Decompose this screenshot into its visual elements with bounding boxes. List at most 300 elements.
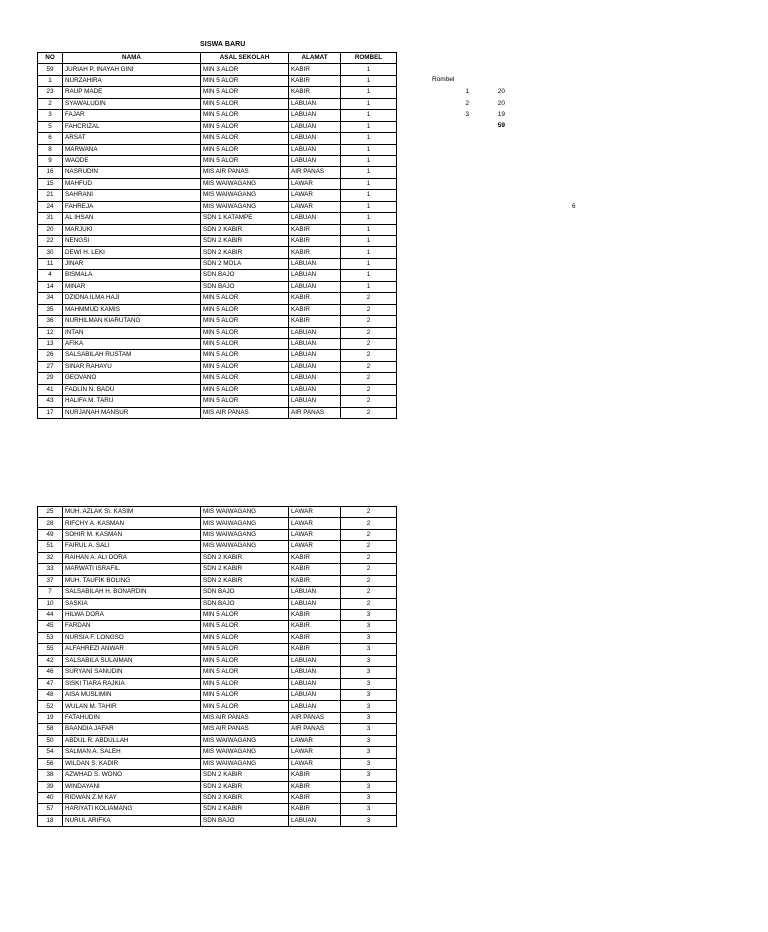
cell-rombel: 3 (341, 678, 397, 689)
cell-nama: JURIAH P. INAYAH GINI (63, 64, 201, 75)
cell-alamat: LABUAN (289, 373, 341, 384)
cell-alamat: LABUAN (289, 338, 341, 349)
cell-rombel: 3 (341, 632, 397, 643)
cell-no: 47 (38, 678, 63, 689)
cell-asal-sekolah: MIS WAIWAGANG (201, 507, 289, 518)
cell-nama: SINAR RAHAYU (63, 361, 201, 372)
header-asal-sekolah: ASAL SEKOLAH (201, 53, 289, 64)
cell-rombel: 1 (341, 281, 397, 292)
cell-no: 57 (38, 804, 63, 815)
cell-alamat: LAWAR (289, 735, 341, 746)
table-row (38, 735, 397, 746)
cell-alamat: LAWAR (289, 178, 341, 189)
cell-no: 40 (38, 792, 63, 803)
cell-nama: WAODE (63, 155, 201, 166)
cell-rombel: 2 (341, 361, 397, 372)
cell-rombel: 2 (341, 396, 397, 407)
cell-nama: MINAR (63, 281, 201, 292)
cell-alamat: LABUAN (289, 396, 341, 407)
cell-nama: DZIDNA ILMA HAJI (63, 293, 201, 304)
cell-asal-sekolah: MIN 5 ALOR (201, 701, 289, 712)
cell-no: 12 (38, 327, 63, 338)
cell-nama: FAIRUL A. SALI (63, 541, 201, 552)
cell-alamat: LABUAN (289, 155, 341, 166)
cell-alamat: KABIR (289, 293, 341, 304)
cell-alamat: KABIR (289, 316, 341, 327)
cell-alamat: LABUAN (289, 384, 341, 395)
cell-alamat: KABIR (289, 75, 341, 86)
cell-alamat: LABUAN (289, 678, 341, 689)
cell-asal-sekolah: MIN 5 ALOR (201, 110, 289, 121)
cell-nama: ALFAHREZI ANWAR (63, 644, 201, 655)
cell-alamat: LABUAN (289, 258, 341, 269)
cell-asal-sekolah: MIN 5 ALOR (201, 644, 289, 655)
rombel-summary-total: 59 (497, 122, 505, 129)
cell-alamat: LABUAN (289, 327, 341, 338)
header-nama: NAMA (63, 53, 201, 64)
cell-nama: SAHRANI (63, 190, 201, 201)
cell-nama: WINDAYANI (63, 781, 201, 792)
cell-alamat: AIR PANAS (289, 724, 341, 735)
cell-alamat: LABUAN (289, 110, 341, 121)
cell-nama: SALSABILA SULAIMAN (63, 655, 201, 666)
table-row (38, 690, 397, 701)
table-row (38, 144, 397, 155)
cell-alamat: KABIR (289, 609, 341, 620)
cell-rombel: 3 (341, 770, 397, 781)
cell-no: 29 (38, 373, 63, 384)
table-row (38, 770, 397, 781)
cell-alamat: LABUAN (289, 361, 341, 372)
cell-asal-sekolah: SDN BAJO (201, 587, 289, 598)
cell-asal-sekolah: MIN 5 ALOR (201, 384, 289, 395)
table-row (38, 396, 397, 407)
cell-nama: MUH. AZLAK S\. KASIM (63, 507, 201, 518)
table-row (38, 236, 397, 247)
cell-no: 38 (38, 770, 63, 781)
cell-asal-sekolah: SDN BAJO (201, 281, 289, 292)
cell-rombel: 1 (341, 110, 397, 121)
cell-rombel: 2 (341, 304, 397, 315)
table-row (38, 224, 397, 235)
cell-alamat: AIR PANAS (289, 407, 341, 418)
cell-no: 35 (38, 304, 63, 315)
cell-nama: MUH. TAUFIK BOLING (63, 575, 201, 586)
cell-alamat: LAWAR (289, 201, 341, 212)
cell-no: 6 (38, 133, 63, 144)
cell-no: 50 (38, 735, 63, 746)
table-row (38, 98, 397, 109)
cell-rombel: 2 (341, 541, 397, 552)
cell-nama: NURJANAH MANSUR (63, 407, 201, 418)
table-row (38, 507, 397, 518)
cell-no: 20 (38, 224, 63, 235)
table-row (38, 373, 397, 384)
header-alamat: ALAMAT (289, 53, 341, 64)
cell-no: 41 (38, 384, 63, 395)
cell-no: 1 (38, 75, 63, 86)
table-row (38, 281, 397, 292)
cell-asal-sekolah: MIN 5 ALOR (201, 75, 289, 86)
table-row (38, 190, 397, 201)
cell-asal-sekolah: MIS WAIWAGANG (201, 201, 289, 212)
cell-no: 53 (38, 632, 63, 643)
cell-alamat: LAWAR (289, 507, 341, 518)
cell-rombel: 3 (341, 621, 397, 632)
cell-asal-sekolah: MIS WAIWAGANG (201, 190, 289, 201)
table-row (38, 327, 397, 338)
cell-nama: NENGSI (63, 236, 201, 247)
cell-nama: RAIHAN A. ALI DORA (63, 552, 201, 563)
cell-rombel: 1 (341, 190, 397, 201)
cell-rombel: 1 (341, 121, 397, 132)
cell-alamat: KABIR (289, 64, 341, 75)
table-row (38, 804, 397, 815)
cell-no: 3 (38, 110, 63, 121)
cell-rombel: 1 (341, 258, 397, 269)
table-row (38, 213, 397, 224)
cell-nama: HALIFA M. TARU (63, 396, 201, 407)
cell-nama: RIFCHY A. KASMAN (63, 518, 201, 529)
cell-no: 13 (38, 338, 63, 349)
cell-nama: NURHILMAN KIARUTANG (63, 316, 201, 327)
cell-nama: AL IHSAN (63, 213, 201, 224)
cell-alamat: KABIR (289, 564, 341, 575)
cell-rombel: 2 (341, 529, 397, 540)
cell-nama: NURSIA F. LONGSO (63, 632, 201, 643)
cell-rombel: 3 (341, 815, 397, 826)
cell-asal-sekolah: MIS WAIWAGANG (201, 529, 289, 540)
cell-nama: SALMAN A. SALEH (63, 747, 201, 758)
table-row (38, 155, 397, 166)
cell-nama: SASKIA (63, 598, 201, 609)
table-row (38, 316, 397, 327)
cell-asal-sekolah: SDN 2 KABIR (201, 792, 289, 803)
table-row (38, 407, 397, 418)
table-row (38, 87, 397, 98)
cell-no: 58 (38, 724, 63, 735)
cell-rombel: 2 (341, 384, 397, 395)
table-row (38, 293, 397, 304)
cell-nama: ARSAT (63, 133, 201, 144)
cell-no: 18 (38, 815, 63, 826)
cell-no: 30 (38, 247, 63, 258)
cell-alamat: KABIR (289, 804, 341, 815)
table-row (38, 815, 397, 826)
cell-alamat: LABUAN (289, 815, 341, 826)
table-row (38, 121, 397, 132)
cell-no: 32 (38, 552, 63, 563)
cell-no: 7 (38, 587, 63, 598)
cell-no: 34 (38, 293, 63, 304)
cell-no: 10 (38, 598, 63, 609)
table-row (38, 384, 397, 395)
cell-asal-sekolah: SDN 1 KATAMPE (201, 213, 289, 224)
cell-nama: WILDAN S. KADIR (63, 758, 201, 769)
cell-alamat: LAWAR (289, 758, 341, 769)
sheet-title: SISWA BARU (200, 41, 246, 48)
cell-asal-sekolah: MIN 5 ALOR (201, 609, 289, 620)
cell-asal-sekolah: MIN 5 ALOR (201, 678, 289, 689)
cell-alamat: KABIR (289, 621, 341, 632)
table-row (38, 758, 397, 769)
cell-alamat: KABIR (289, 770, 341, 781)
table-row (38, 712, 397, 723)
cell-rombel: 3 (341, 701, 397, 712)
cell-rombel: 3 (341, 758, 397, 769)
cell-rombel: 1 (341, 224, 397, 235)
cell-no: 9 (38, 155, 63, 166)
cell-no: 8 (38, 144, 63, 155)
table-row (38, 167, 397, 178)
cell-no: 52 (38, 701, 63, 712)
cell-rombel: 3 (341, 792, 397, 803)
cell-nama: NURUL ARIFKA (63, 815, 201, 826)
cell-nama: AISA MUSLIMIN (63, 690, 201, 701)
cell-rombel: 1 (341, 144, 397, 155)
table-header-row (38, 53, 397, 64)
cell-asal-sekolah: MIN 5 ALOR (201, 632, 289, 643)
cell-no: 17 (38, 407, 63, 418)
cell-no: 31 (38, 213, 63, 224)
cell-alamat: LABUAN (289, 213, 341, 224)
table-row (38, 338, 397, 349)
header-rombel: ROMBEL (341, 53, 397, 64)
cell-rombel: 1 (341, 201, 397, 212)
cell-nama: HILWA DORA (63, 609, 201, 620)
cell-rombel: 2 (341, 373, 397, 384)
cell-nama: FAHREJA (63, 201, 201, 212)
cell-nama: MARWANA (63, 144, 201, 155)
cell-no: 56 (38, 758, 63, 769)
cell-no: 49 (38, 529, 63, 540)
cell-asal-sekolah: MIN 5 ALOR (201, 338, 289, 349)
cell-asal-sekolah: MIN 5 ALOR (201, 327, 289, 338)
cell-rombel: 1 (341, 213, 397, 224)
cell-asal-sekolah: SDN BAJO (201, 270, 289, 281)
stray-cell-value: 6 (572, 203, 576, 210)
cell-no: 16 (38, 167, 63, 178)
table-row (38, 632, 397, 643)
cell-rombel: 3 (341, 712, 397, 723)
cell-no: 19 (38, 712, 63, 723)
cell-no: 4 (38, 270, 63, 281)
cell-nama: FADLIN N. BADU (63, 384, 201, 395)
cell-asal-sekolah: MIN 5 ALOR (201, 155, 289, 166)
cell-no: 37 (38, 575, 63, 586)
cell-asal-sekolah: SDN 2 KABIR (201, 575, 289, 586)
cell-asal-sekolah: MIS AIR PANAS (201, 167, 289, 178)
cell-rombel: 1 (341, 236, 397, 247)
cell-nama: SOHIR M. KASMAN (63, 529, 201, 540)
cell-asal-sekolah: MIS AIR PANAS (201, 407, 289, 418)
cell-rombel: 1 (341, 247, 397, 258)
cell-no: 28 (38, 518, 63, 529)
table-row (38, 201, 397, 212)
rombel-number: 1 (465, 88, 469, 95)
cell-asal-sekolah: MIN 5 ALOR (201, 373, 289, 384)
table-row (38, 655, 397, 666)
cell-no: 22 (38, 236, 63, 247)
cell-nama: FAHCRIZAL (63, 121, 201, 132)
cell-nama: MARWATI ISRAFIL (63, 564, 201, 575)
cell-nama: NASRUDIN (63, 167, 201, 178)
cell-alamat: LABUAN (289, 701, 341, 712)
table-row (38, 110, 397, 121)
cell-asal-sekolah: MIN 5 ALOR (201, 121, 289, 132)
cell-nama: BAANDIA JAFAR (63, 724, 201, 735)
cell-nama: MAHMMUD KAMIS (63, 304, 201, 315)
table-row (38, 361, 397, 372)
cell-rombel: 3 (341, 690, 397, 701)
cell-rombel: 2 (341, 338, 397, 349)
cell-no: 27 (38, 361, 63, 372)
cell-no: 46 (38, 667, 63, 678)
table-row (38, 258, 397, 269)
cell-asal-sekolah: SDN 2 KABIR (201, 770, 289, 781)
cell-alamat: AIR PANAS (289, 712, 341, 723)
table-row (38, 792, 397, 803)
cell-nama: AZWHAD S. WONO (63, 770, 201, 781)
table-row (38, 304, 397, 315)
cell-alamat: LABUAN (289, 121, 341, 132)
cell-nama: FATAHUDIN (63, 712, 201, 723)
table-row (38, 701, 397, 712)
table-row (38, 587, 397, 598)
cell-alamat: KABIR (289, 247, 341, 258)
cell-alamat: KABIR (289, 236, 341, 247)
cell-rombel: 3 (341, 609, 397, 620)
cell-rombel: 1 (341, 75, 397, 86)
cell-alamat: LAWAR (289, 541, 341, 552)
cell-asal-sekolah: MIN 5 ALOR (201, 655, 289, 666)
rombel-count: 20 (497, 88, 505, 95)
cell-alamat: KABIR (289, 575, 341, 586)
cell-rombel: 3 (341, 667, 397, 678)
cell-no: 5 (38, 121, 63, 132)
cell-rombel: 1 (341, 155, 397, 166)
rombel-number: 3 (465, 111, 469, 118)
cell-no: 26 (38, 350, 63, 361)
cell-asal-sekolah: MIS WAIWAGANG (201, 518, 289, 529)
cell-no: 11 (38, 258, 63, 269)
cell-nama: NURZAHIRA (63, 75, 201, 86)
cell-rombel: 3 (341, 804, 397, 815)
cell-rombel: 2 (341, 518, 397, 529)
cell-rombel: 1 (341, 167, 397, 178)
cell-alamat: LABUAN (289, 587, 341, 598)
cell-asal-sekolah: MIN 5 ALOR (201, 304, 289, 315)
table-row (38, 541, 397, 552)
cell-rombel: 2 (341, 293, 397, 304)
table-row (38, 178, 397, 189)
cell-nama: ABDUL R. ABDULLAH (63, 735, 201, 746)
cell-nama: FAJAR (63, 110, 201, 121)
table-row (38, 667, 397, 678)
cell-asal-sekolah: MIS AIR PANAS (201, 712, 289, 723)
cell-alamat: LAWAR (289, 747, 341, 758)
cell-nama: BISMALA (63, 270, 201, 281)
cell-nama: SYAWALUDIN (63, 98, 201, 109)
table-row (38, 598, 397, 609)
cell-asal-sekolah: MIS WAIWAGANG (201, 758, 289, 769)
cell-asal-sekolah: MIN 3 ALOR (201, 64, 289, 75)
cell-asal-sekolah: MIS WAIWAGANG (201, 747, 289, 758)
cell-no: 48 (38, 690, 63, 701)
cell-alamat: LAWAR (289, 529, 341, 540)
cell-asal-sekolah: MIN 5 ALOR (201, 98, 289, 109)
table-row (38, 64, 397, 75)
rombel-summary-label: Rombel (432, 76, 455, 83)
cell-rombel: 3 (341, 735, 397, 746)
cell-no: 45 (38, 621, 63, 632)
cell-alamat: LAWAR (289, 190, 341, 201)
table-row (38, 609, 397, 620)
cell-alamat: LABUAN (289, 655, 341, 666)
cell-asal-sekolah: SDN 2 KABIR (201, 804, 289, 815)
cell-nama: INTAN (63, 327, 201, 338)
cell-rombel: 3 (341, 781, 397, 792)
cell-no: 25 (38, 507, 63, 518)
cell-asal-sekolah: SDN 2 KABIR (201, 781, 289, 792)
cell-rombel: 2 (341, 587, 397, 598)
rombel-count: 19 (497, 111, 505, 118)
cell-asal-sekolah: MIS WAIWAGANG (201, 178, 289, 189)
cell-no: 51 (38, 541, 63, 552)
cell-alamat: LABUAN (289, 281, 341, 292)
table-row (38, 133, 397, 144)
cell-rombel: 2 (341, 407, 397, 418)
cell-no: 42 (38, 655, 63, 666)
cell-nama: AFIKA (63, 338, 201, 349)
cell-asal-sekolah: MIS WAIWAGANG (201, 541, 289, 552)
cell-asal-sekolah: SDN 2 KABIR (201, 247, 289, 258)
cell-no: 44 (38, 609, 63, 620)
cell-asal-sekolah: SDN BAJO (201, 598, 289, 609)
table-row (38, 621, 397, 632)
cell-no: 54 (38, 747, 63, 758)
table-row (38, 575, 397, 586)
cell-no: 36 (38, 316, 63, 327)
cell-alamat: LAWAR (289, 518, 341, 529)
cell-rombel: 2 (341, 564, 397, 575)
table-row (38, 747, 397, 758)
table-row (38, 678, 397, 689)
cell-rombel: 3 (341, 655, 397, 666)
cell-alamat: LABUAN (289, 667, 341, 678)
cell-rombel: 1 (341, 270, 397, 281)
cell-nama: MAHFUD (63, 178, 201, 189)
cell-asal-sekolah: MIS WAIWAGANG (201, 735, 289, 746)
cell-asal-sekolah: SDN 2 KABIR (201, 564, 289, 575)
cell-alamat: LABUAN (289, 598, 341, 609)
rombel-count: 20 (497, 99, 505, 107)
cell-alamat: LABUAN (289, 350, 341, 361)
cell-rombel: 1 (341, 87, 397, 98)
cell-no: 39 (38, 781, 63, 792)
table-row (38, 564, 397, 575)
cell-alamat: KABIR (289, 792, 341, 803)
cell-nama: SALSABILAH RUSTAM (63, 350, 201, 361)
cell-nama: GEOVANO (63, 373, 201, 384)
table-row (38, 518, 397, 529)
cell-alamat: KABIR (289, 552, 341, 563)
cell-no: 55 (38, 644, 63, 655)
header-no: NO (38, 53, 63, 64)
table-row (38, 270, 397, 281)
table-row (38, 781, 397, 792)
table-row (38, 724, 397, 735)
